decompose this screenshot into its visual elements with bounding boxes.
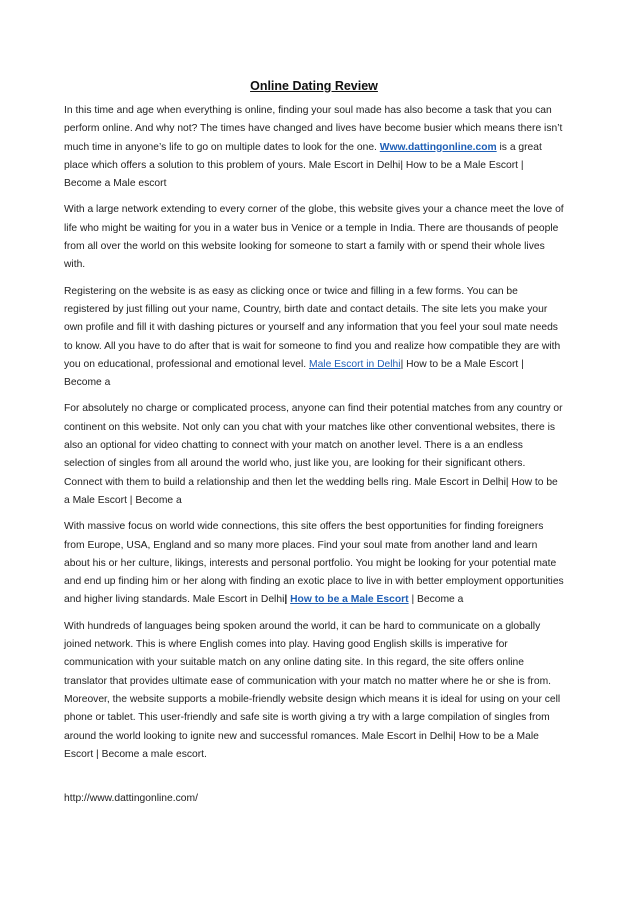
document-page xyxy=(64,76,564,816)
paragraph-text: With a large network extending to every corner of the globe, this website gives your a chance meet the love of life who might be waiting for you in a water bus in Venice or a temple in India. There are thousands of people from all over the world on this website looking for someone to start a family with or spend their whole lives with. xyxy=(64,204,564,271)
paragraph-text: is a great place which offers a solution to this problem of yours. Male Escort in Delhi| How to be a Male Escort | Become a Male escort xyxy=(64,141,542,190)
paragraph-text: Registering on the website is as easy as clicking once or twice and filling in a few forms. You can be registered by just filling out your name, Country, birth date and contact details. The site lets you make your own profile and fill it with dashing pictures or yourself and any information that you feel your soul mate needs to know. All you have to do after that is wait for someone to find you and realize how compatible they are with you on educational, professional and emotional level. xyxy=(64,285,561,370)
site-link[interactable]: Www.dattingonline.com xyxy=(379,141,497,153)
male-escort-link[interactable]: Male Escort in Delhi xyxy=(309,358,401,370)
paragraph-text: | Become a xyxy=(408,594,464,606)
footer-url: http://www.dattingonline.com/ xyxy=(64,793,198,805)
paragraph-languages xyxy=(64,618,564,764)
paragraph-text: In this time and age when everything is online, finding your soul made has also become a task that you can perform online. And why not? The times have changed and lives have become busier which means there isn’t much time in anyone’s life to go on multiple dates to look for the one. xyxy=(64,105,563,153)
how-to-link[interactable]: How to be a Male Escort xyxy=(290,594,409,606)
paragraph-intro xyxy=(64,102,564,193)
paragraph-text: | How to be a Male Escort | Become a xyxy=(64,358,524,389)
paragraph-no-charge xyxy=(64,400,564,510)
paragraph-text: With massive focus on world wide connections, this site offers the best opportunities for finding foreigners from Europe, USA, England and so many more places. Find your soul mate from another land and learn about his or her culture, likings, interests and personal portfolio. You might be looking for your potential mate and end up finding him or her along with finding an exotic place to live in with better employment opportunities and higher living standards. Male Escort in Delhi xyxy=(64,521,564,606)
paragraph-registering xyxy=(64,283,564,393)
paragraph-connections xyxy=(64,518,564,609)
paragraph-network xyxy=(64,201,564,274)
page-title: Online Dating Review xyxy=(250,79,378,93)
paragraph-text: For absolutely no charge or complicated process, anyone can find their potential matches from any country or continent on this website. Not only can you chat with your matches like other conventional websites, there is also an optional for video chatting to connect with your match on another level. There is a an endless selection of singles from all around the world who, just like you, are looking for their significant others. Connect with them to build a relationship and then let the wedding bells ring. Male Escort in Delhi| How to be a Male Escort | Become a xyxy=(64,403,563,506)
separator: | xyxy=(284,594,288,606)
paragraph-text: With hundreds of languages being spoken around the world, it can be hard to communicate on a globally joined network. This is where English comes into play. Having good English skills is imperative for communication with your suitable match on any online dating site. In this regard, the site offers online translator that provides ultimate ease of communication with your match no matter where he or she is from. Moreover, the website supports a mobile-friendly website design which means it is ideal for using on your cell phone or tablet. This user-friendly and safe site is worth giving a try with a large compilation of singles from around the world looking to ignite new and successful romances. Male Escort in Delhi| How to be a Male Escort | Become a male escort. xyxy=(64,620,561,760)
